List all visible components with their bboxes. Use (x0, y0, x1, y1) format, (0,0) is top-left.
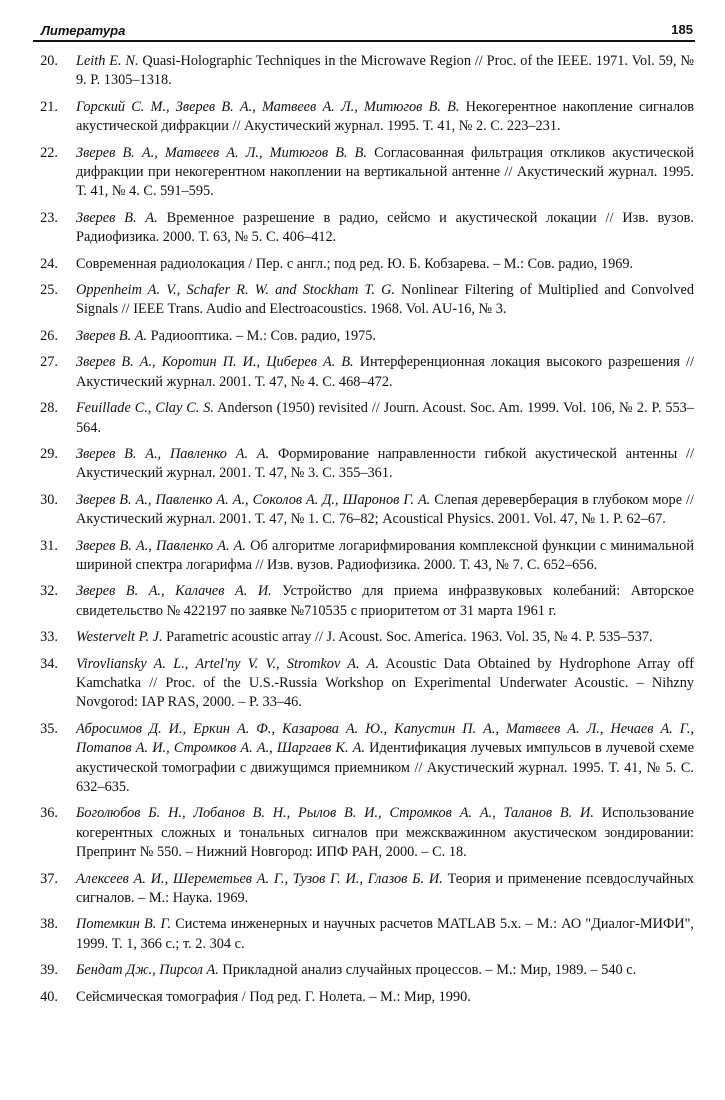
reference-authors: Feuillade C., Clay C. S. (76, 400, 214, 417)
reference-text: Сейсмическая томография / Под ред. Г. Нолета. – М.: Мир, 1990. (76, 988, 471, 1005)
header-rule (33, 40, 695, 42)
reference-text: Anderson (1950) revisited // Journ. Acoust. Soc. Am. 1999. Vol. 106, № 2. P. 553–564. (76, 400, 694, 436)
reference-text: Parametric acoustic array // J. Acoust. Soc. America. 1963. Vol. 35, № 4. P. 535–537. (166, 629, 653, 646)
reference-authors: Oppenheim A. V., Schafer R. W. and Stockham T. G. (76, 282, 395, 299)
reference-text: Quasi-Holographic Techniques in the Microwave Region // Proc. of the IEEE. 1971. Vol. 59, № 9. P. 1305–1318. (76, 53, 694, 89)
reference-item (24, 52, 694, 91)
reference-item (24, 209, 694, 248)
page-header (33, 14, 693, 36)
reference-item (24, 804, 694, 862)
reference-authors: Горский С. М., Зверев В. А., Матвеев А. Л., Митюгов В. В. (76, 98, 460, 115)
reference-text: Теория и применение псевдослучайных сигналов. – М.: Наука. 1969. (76, 870, 694, 907)
reference-text: Слепая дереверберация в глубоком море // Акустический журнал. 2001. Т. 47, № 1. С. 76–82; Acoustical Physics. 2001. Vol. 47, № 1. P. 62–67. (76, 491, 694, 528)
reference-authors: Зверев В. А., Коротин П. И., Циберев А. В. (76, 354, 354, 371)
reference-authors: Зверев В. А., Матвеев А. Л., Митюгов В. В. (76, 144, 367, 161)
reference-authors: Leith E. N. (76, 53, 139, 69)
page-number: 185 (671, 22, 693, 37)
reference-text: Согласованная фильтрация откликов акустической дифракции при некогерентном накоплении на вертикальной антенне // Акустический журнал. 1995. Т. 41, № 4. С. 591–595. (76, 144, 694, 200)
reference-item (24, 961, 694, 980)
reference-number: 36. (40, 805, 58, 822)
reference-item (24, 144, 694, 202)
reference-item (24, 988, 694, 1007)
reference-item (24, 628, 694, 647)
reference-text: Использование когерентных сложных и тональных сигналов при межскважинном акустическом зондировании: Препринт № 550. – Нижний Новгород: ИПФ РАН, 2000. – С. 18. (76, 805, 694, 861)
reference-number: 25. (40, 282, 58, 299)
reference-authors: Боголюбов Б. Н., Лобанов В. Н., Рылов В. И., Стромков А. А., Таланов В. И. (76, 805, 594, 822)
reference-number: 32. (40, 583, 58, 600)
reference-number: 28. (40, 400, 58, 417)
reference-item (24, 327, 694, 346)
reference-item (24, 655, 694, 713)
reference-text: Система инженерных и научных расчетов MATLAB 5.x. – М.: АО "Диалог-МИФИ", 1999. Т. 1, 366 с.; т. 2. 304 с. (76, 916, 694, 952)
reference-number: 30. (40, 491, 58, 508)
reference-item (24, 445, 694, 484)
reference-text: Современная радиолокация / Пер. с англ.; под ред. Ю. Б. Кобзарева. – М.: Сов. радио, 1969. (76, 255, 634, 272)
reference-authors: Зверев В. А. (76, 327, 148, 344)
reference-item (24, 720, 694, 798)
reference-text: Acoustic Data Obtained by Hydrophone Array off Kamchatka // Proc. of the U.S.-Russia Workshop on Experimental Underwater Acoustic. – Nihzny Novgorod: IAP RAS, 2000. – P. 33–46. (76, 655, 694, 711)
reference-number: 34. (40, 655, 58, 672)
reference-item (24, 98, 694, 137)
reference-authors: Зверев В. А., Павленко А. А. (76, 537, 246, 554)
reference-authors: Потемкин В. Г. (76, 916, 172, 933)
reference-item (24, 281, 694, 320)
reference-authors: Зверев В. А., Калачев А. И. (76, 583, 272, 600)
reference-text: Некогерентное накопление сигналов акустической дифракции // Акустический журнал. 1995. Т. 41, № 2. С. 223–231. (76, 98, 694, 135)
reference-number: 22. (40, 144, 58, 161)
reference-number: 33. (40, 629, 58, 646)
reference-number: 31. (40, 537, 58, 554)
reference-number: 21. (40, 98, 58, 115)
reference-text: Nonlinear Filtering of Multiplied and Convolved Signals // IEEE Trans. Audio and Electroacoustics. 1968. Vol. AU-16, № 3. (76, 282, 695, 318)
reference-text: Устройство для приема инфразвуковых колебаний: Авторское свидетельство № 422197 по заявке №710535 с приоритетом от 31 марта 1961 г. (76, 583, 695, 619)
reference-authors: Абросимов Д. И., Еркин А. Ф., Казарова А. Ю., Капустин П. А., Матвеев А. Л., Нечаев А. Г., Потапов А. И., Стромков А. А., Шаргаев К. А. (76, 720, 694, 757)
reference-authors: Алексеев А. И., Шереметьев А. Г., Тузов Г. И., Глазов Б. И. (76, 870, 443, 887)
reference-authors: Зверев В. А., Павленко А. А. (76, 445, 270, 462)
reference-authors: Зверев В. А., Павленко А. А., Соколов А. Д., Шаронов Г. А. (76, 491, 431, 508)
reference-item (24, 353, 694, 392)
reference-number: 26. (40, 327, 58, 344)
reference-number: 24. (40, 255, 58, 272)
reference-item (24, 255, 694, 274)
reference-item (24, 582, 694, 621)
reference-item (24, 870, 694, 909)
reference-text: Радиооптика. – М.: Сов. радио, 1975. (150, 327, 376, 344)
reference-number: 20. (40, 53, 58, 69)
reference-authors: Virovliansky A. L., Artel'ny V. V., Stromkov A. A. (76, 655, 379, 672)
reference-text: Интерференционная локация высокого разрешения // Акустический журнал. 2001. Т. 47, № 4. С. 468–472. (76, 354, 694, 390)
reference-number: 39. (40, 962, 58, 979)
reference-number: 37. (40, 870, 58, 887)
reference-text: Прикладной анализ случайных процессов. – М.: Мир, 1989. – 540 с. (222, 962, 637, 979)
reference-number: 40. (40, 988, 58, 1005)
reference-number: 29. (40, 445, 58, 462)
running-title: Литература (41, 23, 126, 38)
reference-text: Идентификация лучевых импульсов в лучевой схеме акустической томографии с движущимся приемником // Акустический журнал. 1995. Т. 41, № 5. С. 632–635. (76, 740, 694, 795)
reference-item (24, 537, 694, 576)
reference-number: 35. (40, 720, 58, 737)
reference-item (24, 491, 694, 530)
reference-authors: Westervelt P. J. (76, 629, 163, 646)
reference-authors: Бендат Дж., Пирсол А. (76, 962, 219, 979)
reference-number: 27. (40, 354, 58, 371)
reference-item (24, 399, 694, 438)
reference-number: 23. (40, 209, 58, 226)
reference-text: Формирование направленности гибкой акустической антенны // Акустический журнал. 2001. Т. 47, № 3. С. 355–361. (76, 445, 694, 482)
reference-text: Об алгоритме логарифмирования комплексной функции с минимальной шириной спектра логарифма // Изв. вузов. Радиофизика. 2000. Т. 43, № 7. С. 652–656. (76, 537, 694, 573)
reference-text: Временное разрешение в радио, сейсмо и акустической локации // Изв. вузов. Радиофизика. 2000. Т. 63, № 5. С. 406–412. (76, 209, 695, 246)
reference-item (24, 915, 694, 954)
reference-number: 38. (40, 916, 58, 933)
reference-authors: Зверев В. А. (76, 209, 158, 226)
reference-list (24, 52, 694, 1014)
